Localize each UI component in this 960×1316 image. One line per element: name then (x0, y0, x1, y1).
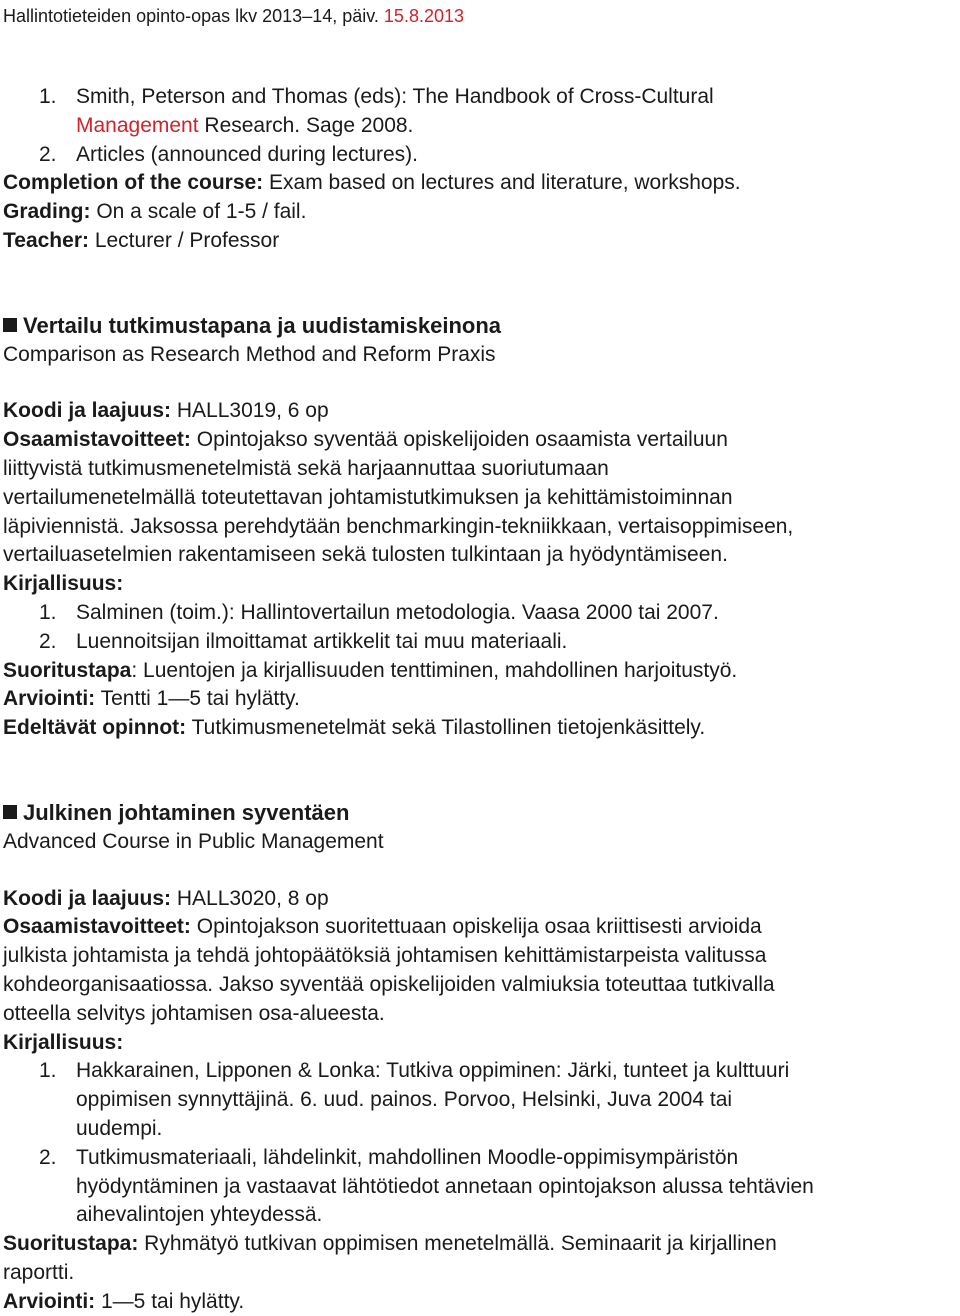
course-title: Vertailu tutkimustapana ja uudistamiskeinona (3, 312, 953, 341)
list-item: 1. Salminen (toim.): Hallintovertailun metodologia. Vaasa 2000 tai 2007. (39, 600, 719, 624)
teacher-field: Teacher: Lecturer / Professor (3, 228, 280, 252)
goals-text: otteella selvitys johtamisen osa-alueesta. (3, 1001, 385, 1025)
square-bullet-icon (3, 805, 17, 819)
goals-text: läpiviennistä. Jaksossa perehdytään benchmarkingin-tekniikkaan, vertaisoppimiseen, (3, 514, 794, 538)
grading-field: Arviointi: Tentti 1—5 tai hylätty. (3, 687, 300, 711)
square-bullet-icon (3, 318, 17, 332)
goals-text: vertailumenetelmällä toteutettavan johtamistutkimuksen ja kehittämistoiminnan (3, 485, 733, 509)
code-field: Koodi ja laajuus: HALL3019, 6 op (3, 399, 329, 423)
list-item: 1. Hakkarainen, Lipponen & Lonka: Tutkiva oppiminen: Järki, tunteet ja kulttuuri (39, 1059, 790, 1083)
grading-field: Arviointi: 1—5 tai hylätty. (3, 1289, 245, 1313)
list-item-continuation: Management Research. Sage 2008. (76, 113, 414, 137)
goals-text: vertailuasetelmien rakentamiseen sekä tulosten tulkintaan ja hyödyntämiseen. (3, 543, 728, 567)
prerequisites-field: Edeltävät opinnot: Tutkimusmenetelmät sekä Tilastollinen tietojenkäsittely. (3, 716, 706, 740)
completion-field: Completion of the course: Exam based on lectures and literature, workshops. (3, 171, 741, 195)
list-item-continuation: hyödyntäminen ja vastaavat lähtötiedot annetaan opintojakson alussa tehtävien (76, 1174, 814, 1198)
goals-field: Osaamistavoitteet: Opintojakson suoritettuaan opiskelija osaa kriittisesti arvioida (3, 915, 762, 939)
document-body (3, 83, 953, 1316)
course-subtitle: Advanced Course in Public Management (3, 829, 384, 853)
goals-text: liittyvistä tutkimusmenetelmistä sekä harjaannuttaa suoriutumaan (3, 456, 609, 480)
list-item: 2. Luennoitsijan ilmoittamat artikkelit tai muu materiaali. (39, 629, 568, 653)
course-subtitle: Comparison as Research Method and Reform Praxis (3, 342, 496, 366)
grading-field: Grading: On a scale of 1-5 / fail. (3, 200, 307, 224)
list-item-continuation: aihevalintojen yhteydessä. (76, 1203, 323, 1227)
course-title: Julkinen johtaminen syventäen (3, 799, 953, 828)
header-text: Hallintotieteiden opinto-opas lkv 2013–14, päiv. (3, 6, 384, 26)
list-item-continuation: oppimisen synnyttäjinä. 6. uud. painos. Porvoo, Helsinki, Juva 2004 tai (76, 1088, 733, 1112)
method-field: Suoritustapa: Luentojen ja kirjallisuuden tenttiminen, mahdollinen harjoitustyö. (3, 658, 738, 682)
list-item: 2. Tutkimusmateriaali, lähdelinkit, mahdollinen Moodle-oppimisympäristön (39, 1145, 739, 1169)
method-text: raportti. (3, 1260, 75, 1284)
literature-heading: Kirjallisuus: (3, 1030, 124, 1054)
method-field: Suoritustapa: Ryhmätyö tutkivan oppimisen menetelmällä. Seminaarit ja kirjallinen (3, 1232, 777, 1256)
code-field: Koodi ja laajuus: HALL3020, 8 op (3, 886, 329, 910)
goals-text: kohdeorganisaatiossa. Jakso syventää opiskelijoiden valmiuksia toteuttaa tutkivalla (3, 972, 775, 996)
goals-field: Osaamistavoitteet: Opintojakso syventää opiskelijoiden osaamista vertailuun (3, 428, 728, 452)
list-item: 2. Articles (announced during lectures). (39, 142, 419, 166)
page-header (3, 4, 464, 28)
goals-text: julkista johtamista ja tehdä johtopäätöksiä johtamisen kehittämistarpeista valitussa (3, 944, 767, 968)
literature-heading: Kirjallisuus: (3, 572, 124, 596)
list-item: 1. Smith, Peterson and Thomas (eds): The Handbook of Cross-Cultural (39, 85, 714, 108)
list-item-continuation: uudempi. (76, 1116, 163, 1140)
header-date: 15.8.2013 (383, 6, 464, 26)
